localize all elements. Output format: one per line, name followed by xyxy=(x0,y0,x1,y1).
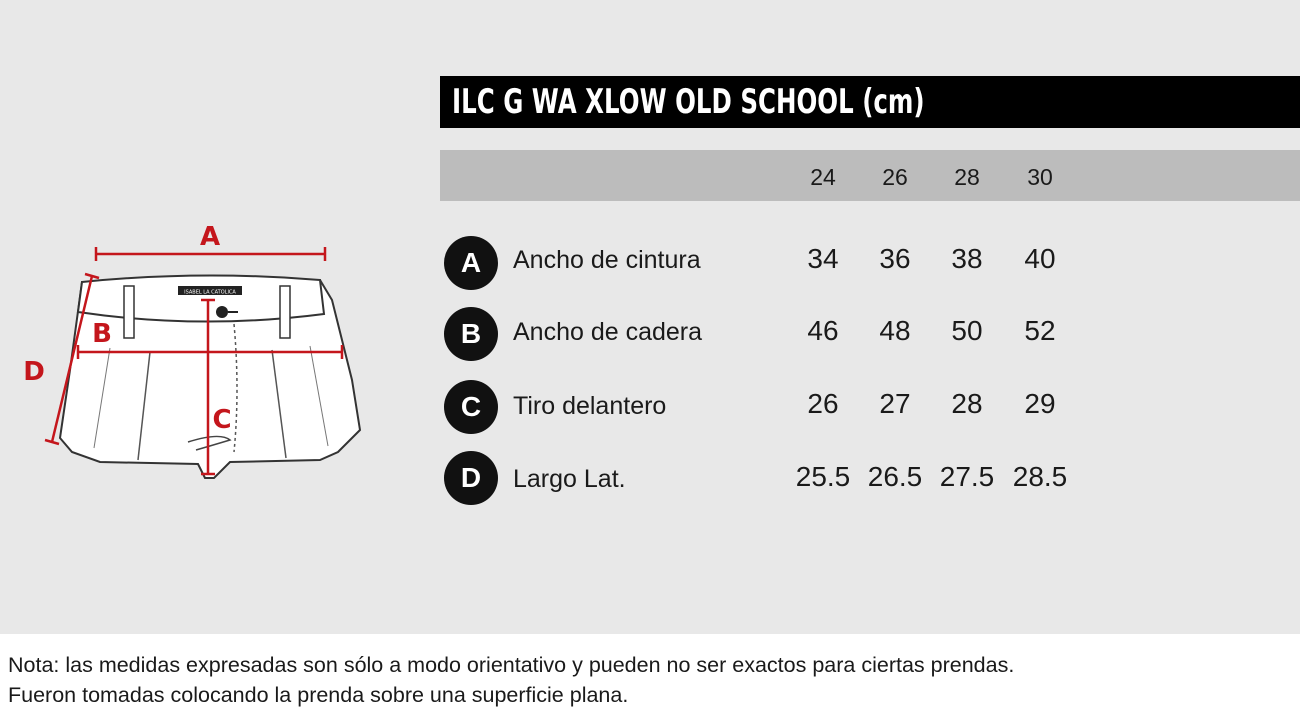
table-cell: 40 xyxy=(1024,243,1056,274)
row-label: Tiro delantero xyxy=(513,392,667,420)
size-header-cell: 30 xyxy=(1027,164,1053,190)
row-label: Ancho de cintura xyxy=(513,246,701,274)
row-letter-badge: C xyxy=(444,380,498,434)
shorts-diagram xyxy=(20,220,380,500)
table-cell: 26.5 xyxy=(867,461,923,492)
row-label: Ancho de cadera xyxy=(513,318,703,346)
table-cell: 46 xyxy=(807,315,839,346)
row-letter-badge: A xyxy=(444,236,498,290)
table-cell: 34 xyxy=(807,243,839,274)
dim-label-b: B xyxy=(92,319,112,349)
size-header-cell: 26 xyxy=(882,164,908,190)
table-cell: 50 xyxy=(951,315,983,346)
table-cell: 36 xyxy=(879,243,911,274)
table-title: ILC G WA XLOW OLD SCHOOL (cm) xyxy=(452,82,925,122)
table-cell: 29 xyxy=(1024,388,1056,419)
dim-label-d: D xyxy=(23,357,45,387)
note-line-2: Fueron tomadas colocando la prenda sobre una superficie plana. xyxy=(8,683,629,707)
table-cell: 52 xyxy=(1024,315,1056,346)
table-cell: 48 xyxy=(879,315,911,346)
table-cell: 28 xyxy=(951,388,983,419)
table-title-bar xyxy=(440,76,1300,128)
dim-label-c: C xyxy=(212,405,232,435)
row-label: Largo Lat. xyxy=(513,465,626,493)
row-letter-badge: B xyxy=(444,307,498,361)
note-line-1: Nota: las medidas expresadas son sólo a modo orientativo y pueden no ser exactos para ciertas prendas. xyxy=(8,653,1015,677)
table-cell: 38 xyxy=(951,243,983,274)
measurement-note xyxy=(8,650,1014,710)
table-cell: 28.5 xyxy=(1012,461,1068,492)
size-header-cell: 28 xyxy=(954,164,980,190)
table-cell: 25.5 xyxy=(795,461,851,492)
dim-label-a: A xyxy=(199,222,221,252)
size-header-cell: 24 xyxy=(810,164,836,190)
brand-tag: ISABEL LA CATOLICA xyxy=(184,289,236,296)
table-cell: 27.5 xyxy=(939,461,995,492)
table-cell: 26 xyxy=(807,388,839,419)
row-letter-badge: D xyxy=(444,451,498,505)
table-cell: 27 xyxy=(879,388,911,419)
